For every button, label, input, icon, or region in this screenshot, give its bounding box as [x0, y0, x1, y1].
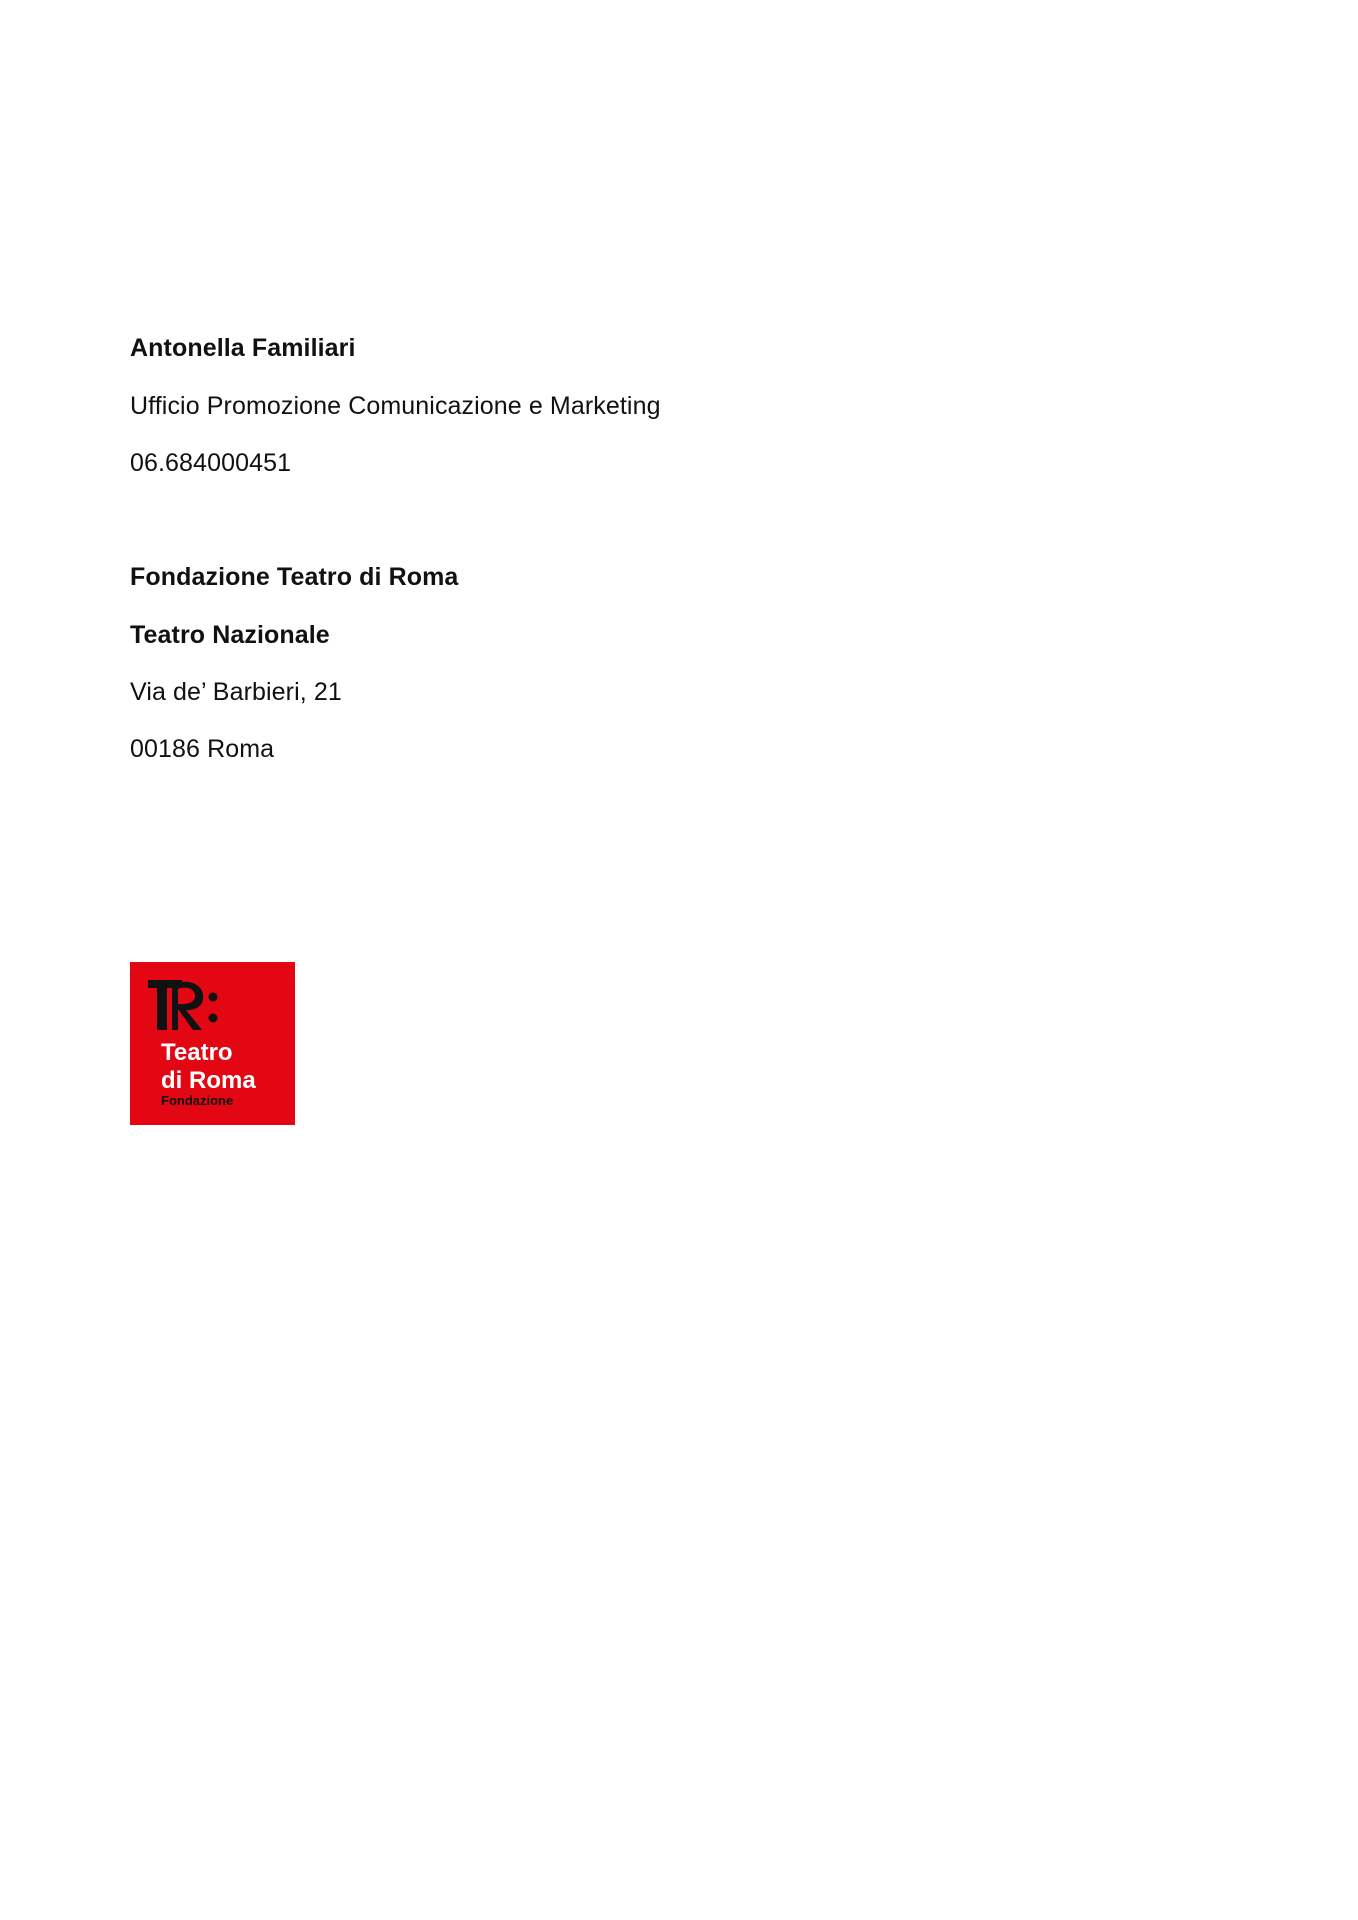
organization-street: Via de’ Barbieri, 21 [130, 678, 342, 706]
logo-dot-top [209, 993, 218, 1002]
logo-t-stem [157, 980, 167, 1030]
logo-text-line2: di Roma [161, 1067, 256, 1094]
contact-office: Ufficio Promozione Comunicazione e Marketing [130, 392, 661, 420]
organization-theatre: Teatro Nazionale [130, 621, 330, 649]
logo-text-line1: Teatro [161, 1039, 233, 1066]
contact-name: Antonella Familiari [130, 334, 356, 362]
organization-foundation: Fondazione Teatro di Roma [130, 563, 459, 591]
logo-dot-bottom [209, 1014, 218, 1023]
logo-text-line3: Fondazione [161, 1093, 234, 1108]
contact-phone: 06.684000451 [130, 449, 292, 477]
teatro-di-roma-logo [130, 962, 295, 1125]
organization-city: 00186 Roma [130, 735, 275, 763]
logo-graphic [130, 962, 295, 1125]
